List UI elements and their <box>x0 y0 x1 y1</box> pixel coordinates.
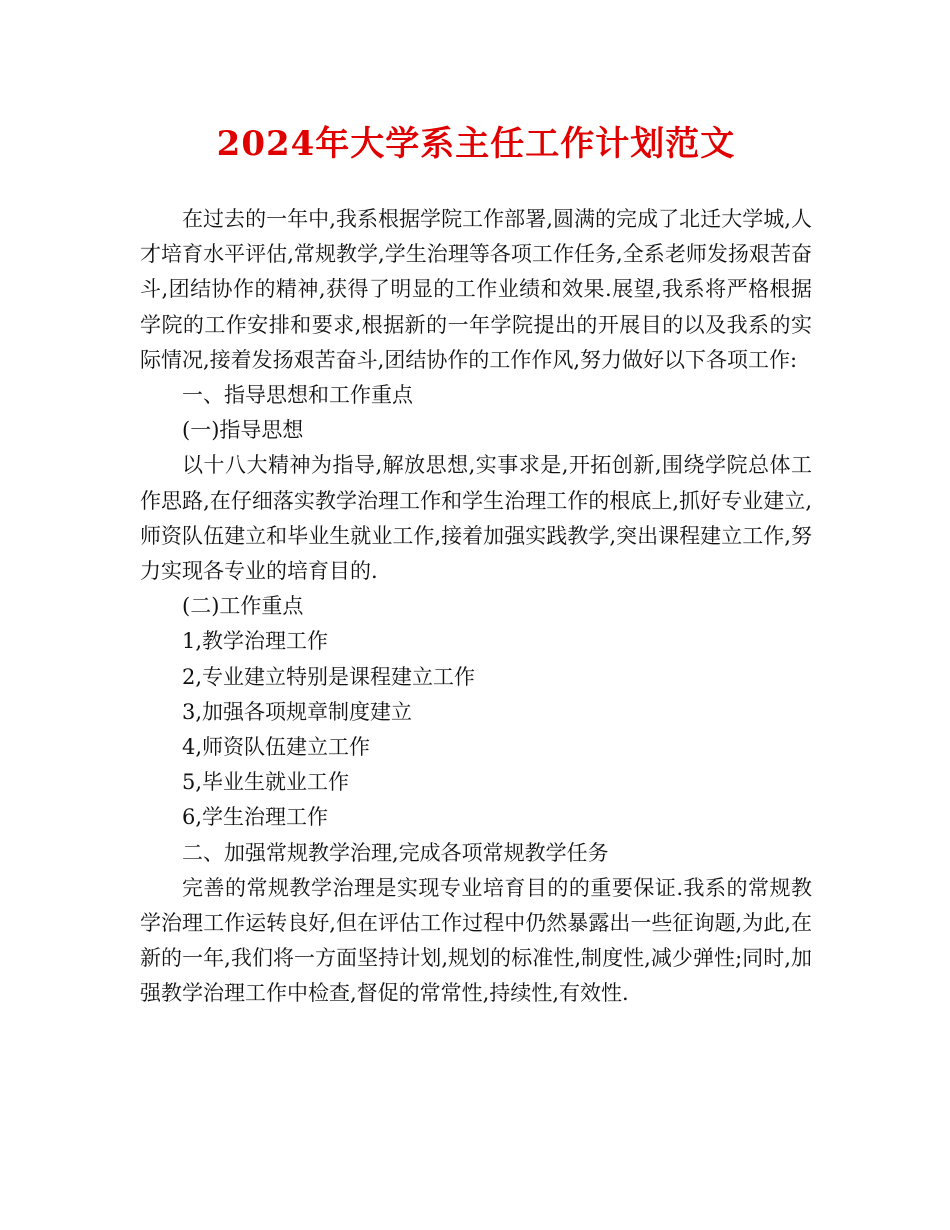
intro-paragraph: 在过去的一年中,我系根据学院工作部署,圆满的完成了北迁大学城,人才培育水平评估,常规教学,学生治理等各项工作任务,全系老师发扬艰苦奋斗,团结协作的精神,获得了明显的工作业绩和效果.展望,我系将严格根据学院的工作安排和要求,根据新的一年学院提出的开展目的以及我系的实际情况,接着发扬艰苦奋斗,团结协作的工作作风,努力做好以下各项工作: <box>140 207 812 372</box>
focus-item: 3,加强各项规章制度建立 <box>182 699 413 724</box>
document-title: 2024年大学系主任工作计划范文 <box>216 124 736 164</box>
document-page <box>140 120 812 1012</box>
routine-teaching-paragraph: 完善的常规教学治理是实现专业培育目的的重要保证.我系的常规教学治理工作运转良好,但在评估工作过程中仍然暴露出一些征询题,为此,在新的一年,我们将一方面坚持计划,规划的标准性,制度性,减少弹性;同时,加强教学治理工作中检查,督促的常常性,持续性,有效性. <box>140 875 812 1006</box>
subsection-heading-guiding-thought: (一)指导思想 <box>182 418 304 443</box>
focus-item: 6,学生治理工作 <box>182 805 329 830</box>
section-heading-2: 二、加强常规教学治理,完成各项常规教学任务 <box>182 840 609 865</box>
section-heading-1: 一、指导思想和工作重点 <box>182 383 413 408</box>
focus-item: 4,师资队伍建立工作 <box>182 735 371 760</box>
subsection-heading-work-focus: (二)工作重点 <box>182 594 304 619</box>
guiding-thought-paragraph: 以十八大精神为指导,解放思想,实事求是,开拓创新,围绕学院总体工作思路,在仔细落实教学治理工作和学生治理工作的根底上,抓好专业建立,师资队伍建立和毕业生就业工作,接着加强实践教学,突出课程建立工作,努力实现各专业的培育目的. <box>140 453 812 584</box>
focus-item: 5,毕业生就业工作 <box>182 770 350 795</box>
focus-item: 1,教学治理工作 <box>182 629 329 654</box>
focus-item: 2,专业建立特别是课程建立工作 <box>182 664 476 689</box>
